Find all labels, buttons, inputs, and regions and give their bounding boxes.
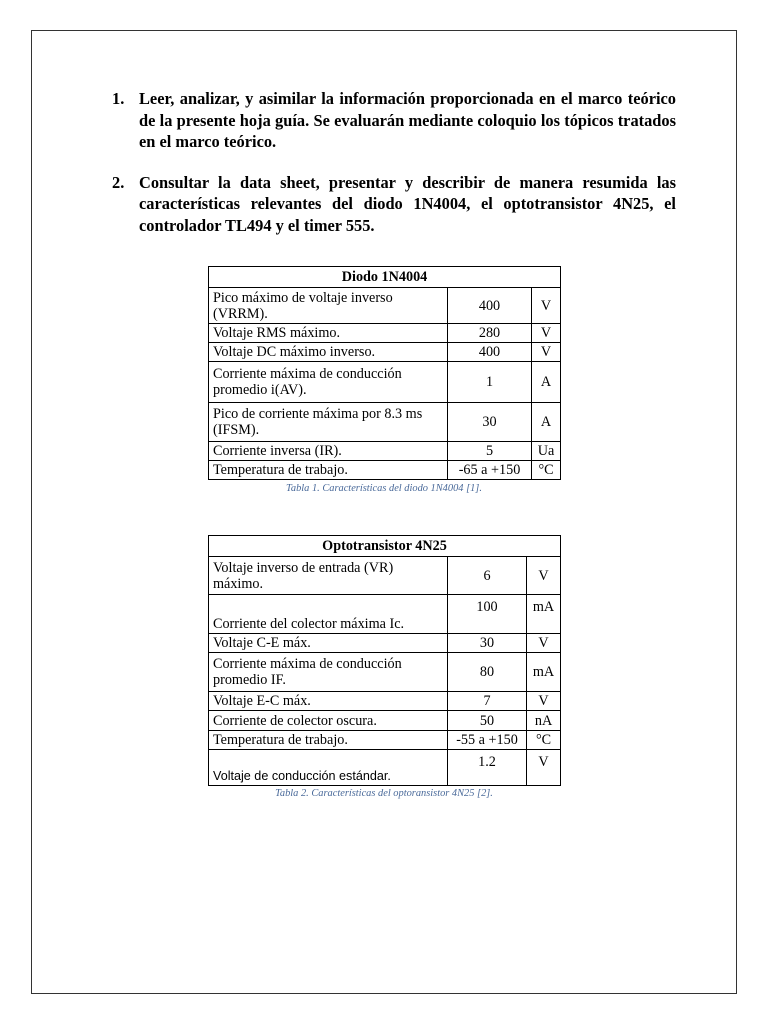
value-cell: -55 a +150 xyxy=(448,731,527,750)
diode-table xyxy=(208,266,561,480)
param-cell: Corriente del colector máxima Ic. xyxy=(209,595,448,634)
unit-cell: V xyxy=(527,692,561,711)
unit-cell: V xyxy=(532,288,561,324)
table-row xyxy=(209,343,561,362)
param-cell: Voltaje RMS máximo. xyxy=(209,324,448,343)
table-row xyxy=(209,288,561,324)
table-row xyxy=(209,461,561,480)
value-cell: 80 xyxy=(448,653,527,692)
table-row xyxy=(209,711,561,731)
instruction-number: 1. xyxy=(112,89,125,108)
param-cell: Voltaje E-C máx. xyxy=(209,692,448,711)
instruction-text: Leer, analizar, y asimilar la información proporcionada en el marco teórico de la presente hoja guía. Se evaluarán mediante coloquio los tópicos tratados en el marco teórico. xyxy=(139,89,676,151)
param-cell: Temperatura de trabajo. xyxy=(209,461,448,480)
value-cell: 50 xyxy=(448,711,527,731)
unit-cell: °C xyxy=(532,461,561,480)
unit-cell: V xyxy=(527,750,561,786)
param-cell: Voltaje de conducción estándar. xyxy=(209,750,448,786)
unit-cell: A xyxy=(532,403,561,442)
unit-cell: mA xyxy=(527,595,561,634)
param-cell: Corriente máxima de conducción promedio i(AV). xyxy=(209,362,448,403)
unit-cell: V xyxy=(532,343,561,362)
param-cell: Pico de corriente máxima por 8.3 ms (IFSM). xyxy=(209,403,448,442)
param-cell: Voltaje C-E máx. xyxy=(209,634,448,653)
table-title: Diodo 1N4004 xyxy=(209,267,561,288)
value-cell: 100 xyxy=(448,595,527,634)
unit-cell: °C xyxy=(527,731,561,750)
table-caption: Tabla 2. Características del optoransistor 4N25 [2]. xyxy=(275,788,493,799)
unit-cell: V xyxy=(532,324,561,343)
table-row xyxy=(209,653,561,692)
unit-cell: A xyxy=(532,362,561,403)
param-cell: Voltaje inverso de entrada (VR) máximo. xyxy=(209,557,448,595)
unit-cell: nA xyxy=(527,711,561,731)
value-cell: 400 xyxy=(448,288,532,324)
value-cell: 1 xyxy=(448,362,532,403)
unit-cell: V xyxy=(527,634,561,653)
instruction-list xyxy=(112,88,676,255)
instruction-item-2 xyxy=(112,172,676,237)
optotransistor-table xyxy=(208,535,561,786)
value-cell: 7 xyxy=(448,692,527,711)
table-row xyxy=(209,595,561,634)
param-cell: Voltaje DC máximo inverso. xyxy=(209,343,448,362)
value-cell: 280 xyxy=(448,324,532,343)
instruction-item-1 xyxy=(112,88,676,153)
param-cell: Corriente máxima de conducción promedio IF. xyxy=(209,653,448,692)
value-cell: 6 xyxy=(448,557,527,595)
unit-cell: Ua xyxy=(532,442,561,461)
table-row xyxy=(209,557,561,595)
table-row xyxy=(209,324,561,343)
table-caption: Tabla 1. Características del diodo 1N4004 [1]. xyxy=(286,483,482,494)
table-row xyxy=(209,403,561,442)
param-cell: Corriente inversa (IR). xyxy=(209,442,448,461)
table-title: Optotransistor 4N25 xyxy=(209,536,561,557)
table-row xyxy=(209,731,561,750)
param-cell: Temperatura de trabajo. xyxy=(209,731,448,750)
table-row xyxy=(209,634,561,653)
table-row xyxy=(209,442,561,461)
instruction-text: Consultar la data sheet, presentar y describir de manera resumida las características relevantes del diodo 1N4004, el optotransistor 4N25, el controlador TL494 y el timer 555. xyxy=(139,172,676,235)
value-cell: 30 xyxy=(448,634,527,653)
instruction-number: 2. xyxy=(112,172,125,192)
value-cell: -65 a +150 xyxy=(448,461,532,480)
value-cell: 400 xyxy=(448,343,532,362)
value-cell: 1.2 xyxy=(448,750,527,786)
value-cell: 5 xyxy=(448,442,532,461)
unit-cell: V xyxy=(527,557,561,595)
value-cell: 30 xyxy=(448,403,532,442)
table-row xyxy=(209,362,561,403)
param-cell: Corriente de colector oscura. xyxy=(209,711,448,731)
unit-cell: mA xyxy=(527,653,561,692)
param-cell: Pico máximo de voltaje inverso (VRRM). xyxy=(209,288,448,324)
table-row xyxy=(209,750,561,786)
table-row xyxy=(209,692,561,711)
